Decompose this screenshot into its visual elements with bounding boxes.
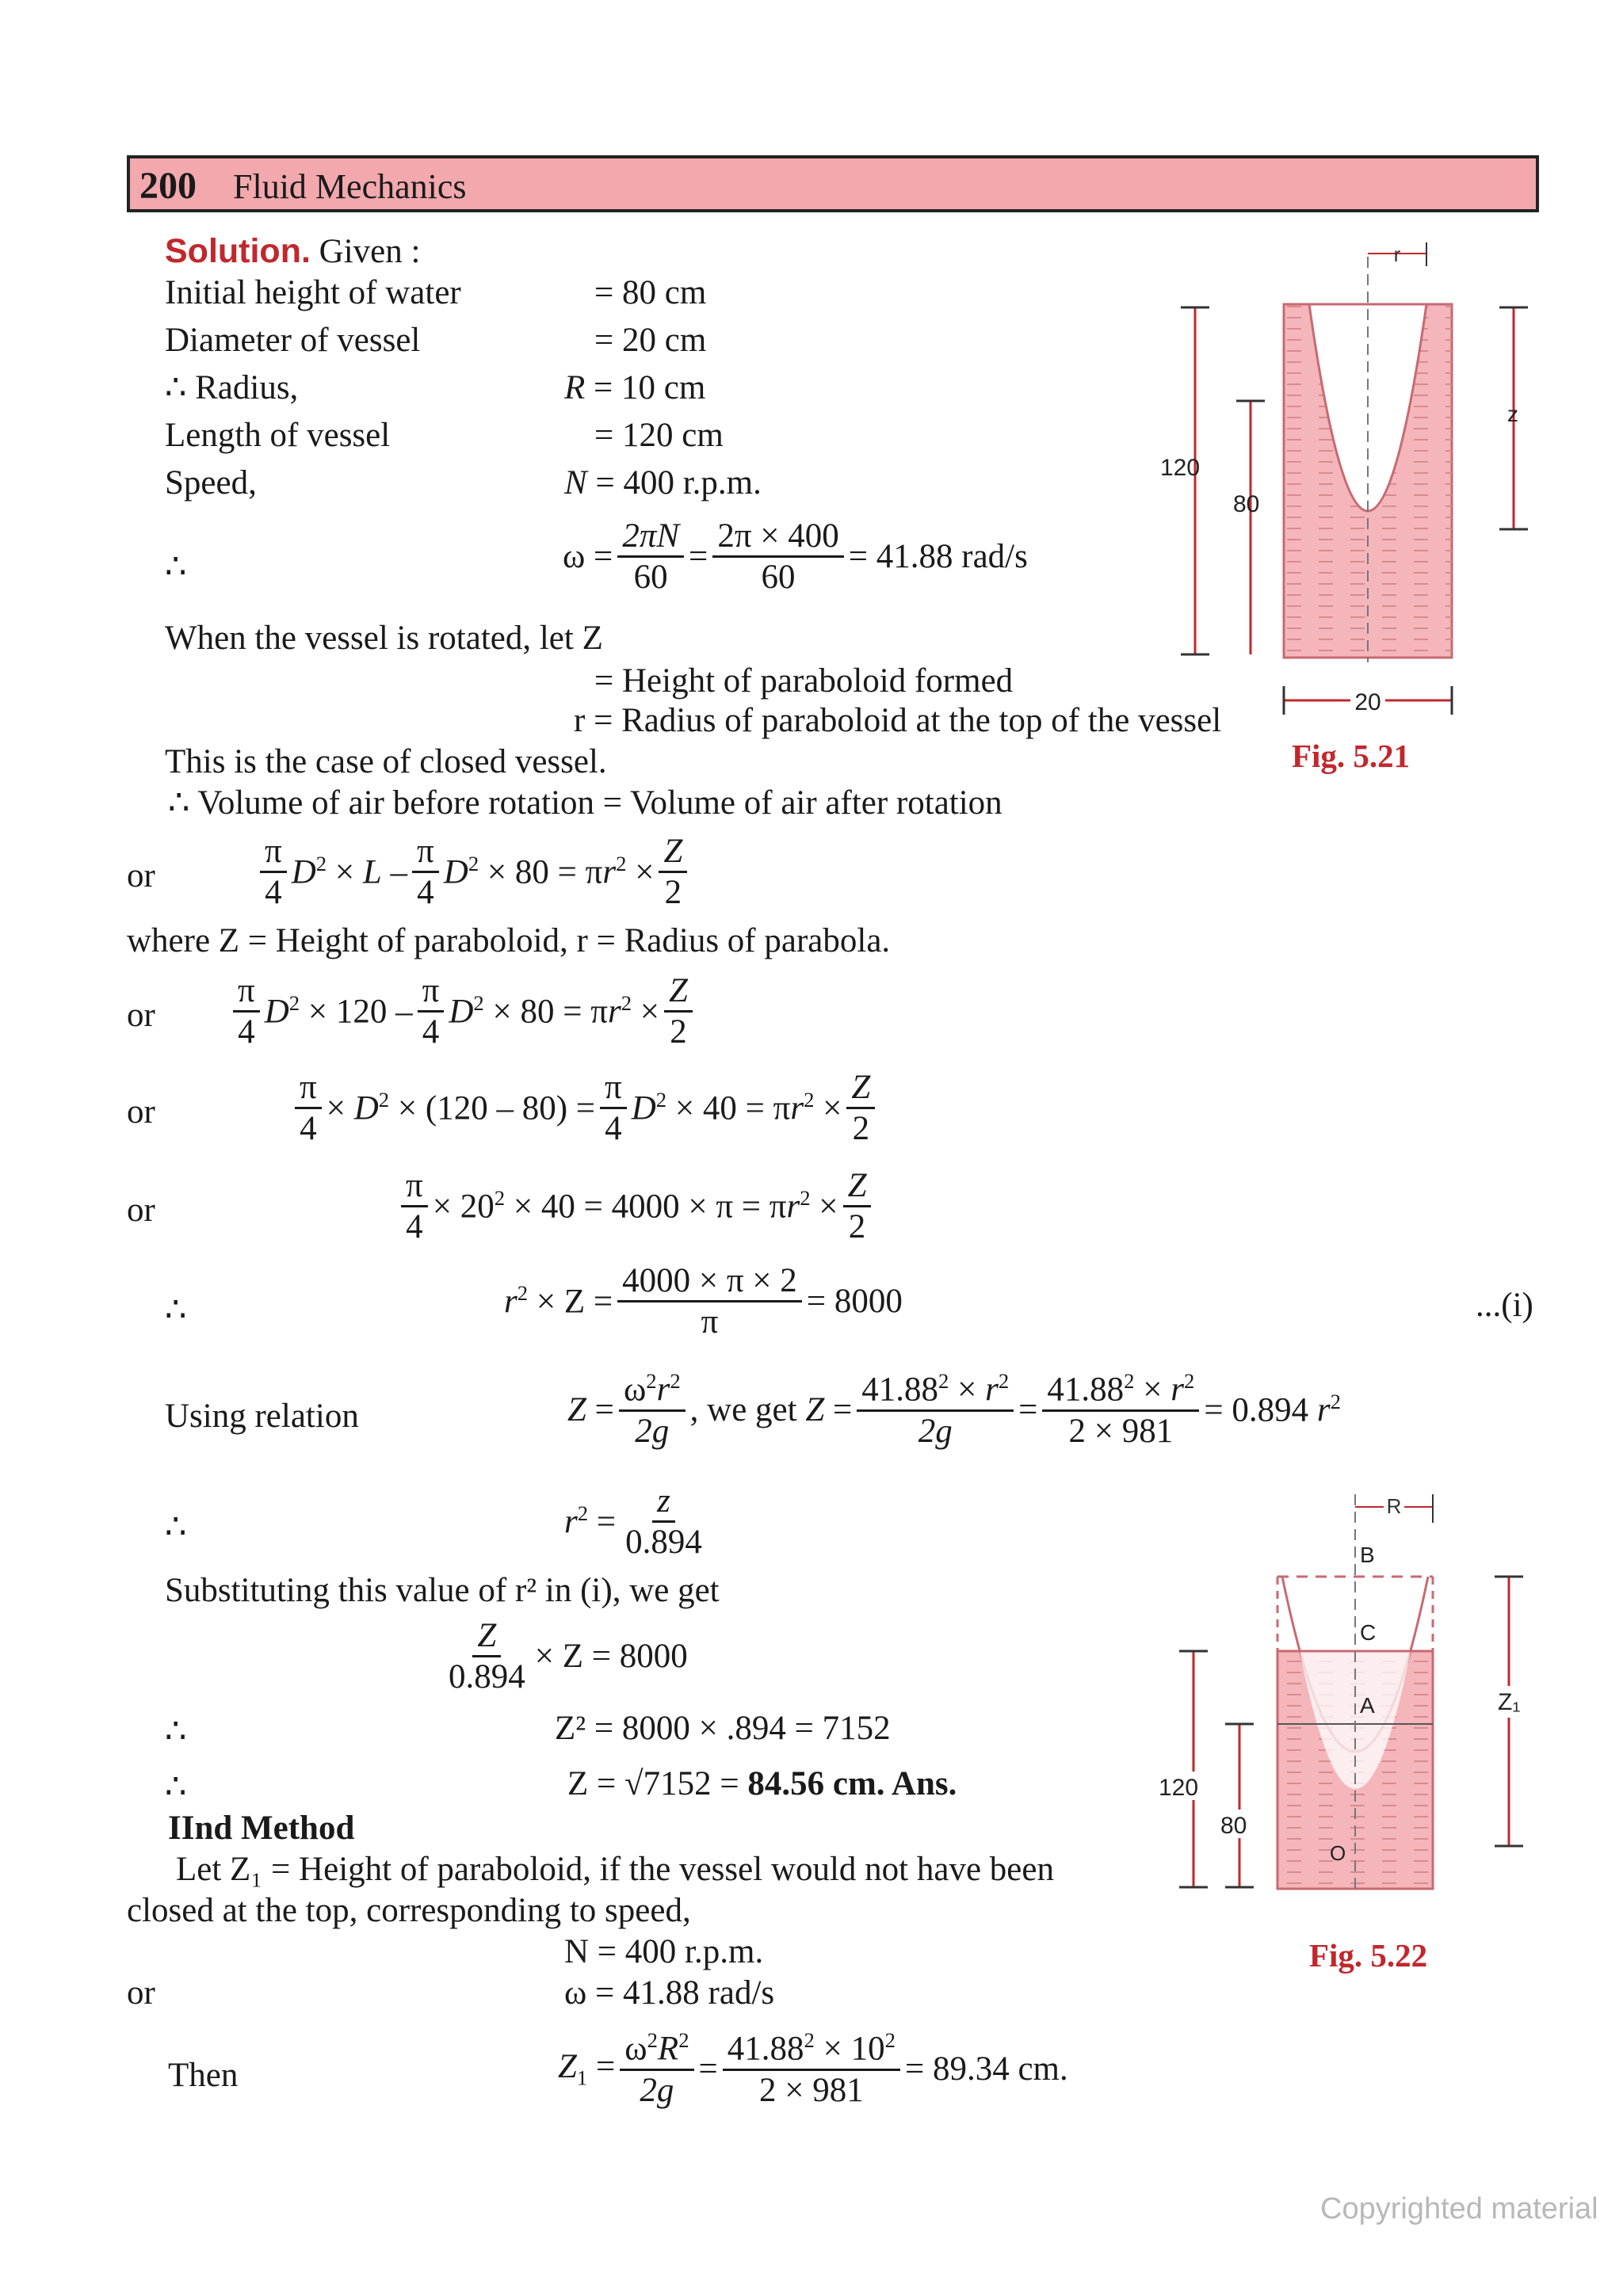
given-value-2: = 10 cm bbox=[594, 369, 706, 406]
solution-label: Solution. bbox=[165, 232, 311, 270]
omega-f1-num: 2πN bbox=[617, 517, 684, 558]
z-squared-line: Z² = 8000 × .894 = 7152 bbox=[555, 1710, 891, 1747]
z-result-prefix: Z = √7152 = bbox=[567, 1765, 739, 1802]
label-r: r bbox=[1393, 242, 1401, 266]
given-label-4: Speed, bbox=[165, 464, 257, 502]
label-R: R bbox=[1386, 1494, 1402, 1518]
or-4: or bbox=[127, 1192, 155, 1229]
then-label: Then bbox=[168, 2057, 239, 2094]
omega-fraction-1 bbox=[617, 517, 684, 597]
given-sym-4: N bbox=[564, 464, 587, 502]
volume-text: ∴ Volume of air before rotation = Volume of air after rotation bbox=[168, 784, 1002, 822]
z-definition: = Height of paraboloid formed bbox=[594, 662, 1014, 700]
omega-equation bbox=[563, 517, 1028, 597]
given-value-1: = 20 cm bbox=[594, 322, 707, 359]
page-header bbox=[127, 155, 1539, 212]
label-B: B bbox=[1360, 1543, 1375, 1567]
omega-lhs: ω = bbox=[563, 538, 613, 576]
omega-f1-den: 60 bbox=[633, 559, 668, 597]
or-1: or bbox=[127, 857, 155, 894]
therefore-3: ∴ bbox=[165, 1508, 187, 1546]
given-value-3: = 120 cm bbox=[594, 417, 724, 454]
method2-title: IInd Method bbox=[168, 1810, 355, 1847]
given-row-2 bbox=[564, 368, 705, 409]
therefore-1: ∴ bbox=[165, 548, 187, 585]
equation-3: $\frac{\pi}{4}$ × $D^2 \times (120 - 80)$ = $\frac{\pi}{4}$ $D^2 \times 40 = \pi r^2$ × $\frac{Z}{2}$ bbox=[290, 1068, 880, 1149]
omega-result: = 41.88 rad/s bbox=[848, 538, 1028, 576]
equation-5: $r^2 \times Z$ = $\frac{4000 \times \pi \times 2}{\pi}$ = 8000 bbox=[504, 1262, 903, 1341]
label-A: A bbox=[1360, 1693, 1375, 1718]
z1-result: = 89.34 cm. bbox=[904, 2050, 1068, 2088]
z-result-answer: 84.56 cm. Ans. bbox=[747, 1765, 957, 1802]
given-label-1: Diameter of vessel bbox=[165, 322, 421, 359]
figure-5-21-caption: Fig. 5.21 bbox=[1292, 738, 1411, 774]
omega-f2-den: 60 bbox=[761, 559, 796, 597]
equation-4: $\frac{\pi}{4}$ × $20^2 \times 40 = 4000 \times \pi = \pi r^2$ × $\frac{Z}{2}$ bbox=[396, 1166, 876, 1247]
label-z1: Z₁ bbox=[1498, 1689, 1521, 1715]
equation-2: $\frac{\pi}{4}$ $D^2 \times 120$ – $\frac{\pi}{4}$ $D^2 \times 80 = \pi r^2$ × $\frac{Z}{2}$ bbox=[228, 971, 697, 1052]
let-text: When the vessel is rotated, let Z bbox=[165, 620, 603, 657]
z-result-line bbox=[567, 1764, 957, 1805]
given-label: Given : bbox=[319, 233, 421, 270]
book-title: Fluid Mechanics bbox=[233, 167, 467, 206]
relation-equation: Z = $\frac{\omega^2r^2}{2g}$ , we get Z = $\frac{41.88^2 \times r^2}{2g}$ = $\frac{41.88^2 \times r^2}{2 \times 981}$ = 0.894 $r^2$ bbox=[567, 1369, 1341, 1450]
substituting-text: Substituting this value of r² in (i), we get bbox=[165, 1572, 720, 1609]
label-O: O bbox=[1330, 1841, 1346, 1865]
omega-line: ω = 41.88 rad/s bbox=[564, 1974, 775, 2012]
equation-z-8000: $\frac{Z}{0.894}$ × Z = 8000 bbox=[449, 1617, 688, 1696]
therefore-2: ∴ bbox=[165, 1291, 187, 1329]
given-label-0: Initial height of water bbox=[165, 274, 461, 311]
or-2: or bbox=[127, 997, 155, 1034]
figure-5-22-caption: Fig. 5.22 bbox=[1309, 1937, 1428, 1974]
label-z: z bbox=[1507, 402, 1518, 426]
where-text: where Z = Height of paraboloid, r = Radius of parabola. bbox=[127, 922, 891, 959]
label-120-2: 120 bbox=[1159, 1775, 1199, 1801]
we-get: , we get bbox=[689, 1390, 797, 1428]
figure-5-21 bbox=[1157, 235, 1569, 757]
label-80: 80 bbox=[1233, 491, 1260, 517]
equation-1: $\frac{\pi}{4}$ $D^2 \times L$ – $\frac{\pi}{4}$ $D^2 \times 80 = \pi r^2$ × $\frac{Z}{2}$ bbox=[255, 832, 692, 913]
z1-equation: $Z_1$ = $\frac{\omega^2R^2}{2g}$ = $\frac{41.88^2 \times 10^2}{2 \times 981}$ = 89.34 cm. bbox=[558, 2028, 1068, 2109]
given-label-2: ∴ Radius, bbox=[165, 369, 299, 406]
method2-text-1: Let Z₁ = Height of paraboloid, if the vessel would not have been bbox=[176, 1851, 1054, 1888]
closed-vessel-text: This is the case of closed vessel. bbox=[165, 743, 607, 780]
given-label-3: Length of vessel bbox=[165, 417, 391, 454]
r-definition: r = Radius of paraboloid at the top of the vessel bbox=[574, 702, 1222, 739]
label-80-2: 80 bbox=[1220, 1813, 1247, 1839]
omega-eq: = bbox=[689, 538, 708, 576]
given-value-0: = 80 cm bbox=[594, 274, 707, 311]
given-row-4 bbox=[564, 463, 762, 504]
label-120: 120 bbox=[1160, 455, 1201, 481]
label-20: 20 bbox=[1354, 689, 1381, 715]
therefore-5: ∴ bbox=[165, 1768, 187, 1806]
method2-text-2: closed at the top, corresponding to speed, bbox=[127, 1892, 691, 1929]
page-number: 200 bbox=[139, 165, 197, 207]
figure-5-22 bbox=[1157, 1478, 1569, 1922]
copyright-notice: Copyrighted material bbox=[1320, 2192, 1598, 2225]
or-3: or bbox=[127, 1093, 155, 1131]
therefore-4: ∴ bbox=[165, 1713, 187, 1750]
relation-label: Using relation bbox=[165, 1398, 359, 1435]
given-sym-2: R bbox=[564, 369, 586, 406]
omega-f2-num: 2π × 400 bbox=[712, 517, 843, 558]
or-5: or bbox=[127, 1974, 155, 2012]
given-value-4: = 400 r.p.m. bbox=[595, 464, 762, 502]
n-line: N = 400 r.p.m. bbox=[564, 1933, 764, 1970]
label-C: C bbox=[1360, 1620, 1377, 1645]
equation-r2: $r^2$ = $\frac{z}{0.894}$ bbox=[564, 1482, 702, 1562]
omega-fraction-2 bbox=[712, 517, 843, 597]
solution-heading bbox=[165, 231, 420, 273]
equation-label-i: ...(i) bbox=[1476, 1287, 1533, 1324]
